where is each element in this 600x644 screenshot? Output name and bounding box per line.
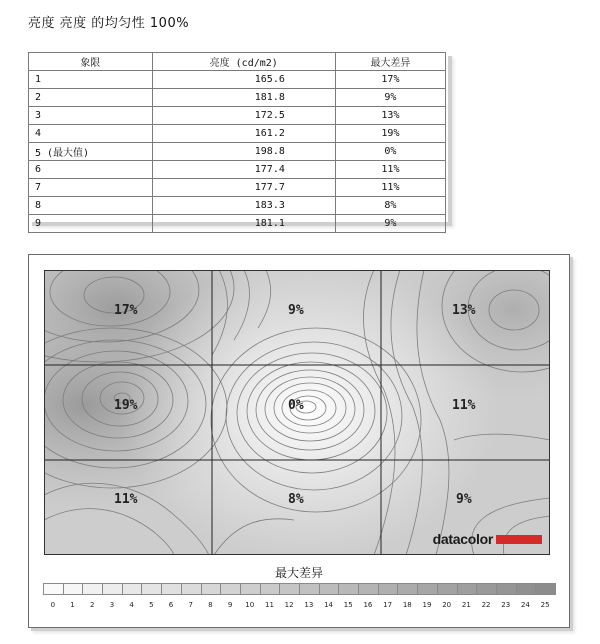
legend-swatch: [240, 583, 261, 595]
legend-tick: 21: [461, 601, 471, 609]
cell-luminance: 161.2: [152, 125, 335, 143]
legend-swatch: [63, 583, 84, 595]
cell-max-diff: 19%: [335, 125, 445, 143]
legend-swatch: [496, 583, 517, 595]
cell-max-diff: 11%: [335, 161, 445, 179]
table-row: [29, 125, 446, 143]
heatmap-cell-label: 9%: [288, 303, 304, 318]
legend-tick: 25: [540, 601, 550, 609]
cell-luminance: 165.6: [152, 71, 335, 89]
cell-luminance: 177.4: [152, 161, 335, 179]
legend-tick: 3: [109, 601, 115, 609]
legend-tick: 1: [70, 601, 75, 609]
legend-swatch: [457, 583, 478, 595]
uniformity-table: [28, 52, 446, 233]
legend-tick: 13: [304, 601, 314, 609]
heatmap-cell-label: 17%: [114, 303, 138, 318]
legend-tick: 20: [442, 601, 452, 609]
cell-quadrant: 4: [29, 125, 153, 143]
legend-swatch: [516, 583, 537, 595]
legend-tick: 4: [129, 601, 134, 609]
legend-swatch: [181, 583, 202, 595]
logo-text: datacolor: [432, 531, 493, 547]
legend-swatch: [102, 583, 123, 595]
cell-quadrant: 6: [29, 161, 153, 179]
legend-swatch: [161, 583, 182, 595]
legend-tick: 11: [264, 601, 274, 609]
legend-tick: 8: [208, 601, 213, 609]
cell-luminance: 181.8: [152, 89, 335, 107]
table-row: [29, 89, 446, 107]
legend-tick: 9: [227, 601, 233, 609]
cell-quadrant: 9: [29, 215, 153, 233]
legend-tick: 6: [168, 601, 174, 609]
legend-tick: 17: [383, 601, 393, 609]
cell-luminance: 177.7: [152, 179, 335, 197]
cell-luminance: 172.5: [152, 107, 335, 125]
cell-quadrant: 7: [29, 179, 153, 197]
legend-tick: 19: [422, 601, 432, 609]
cell-quadrant: 2: [29, 89, 153, 107]
cell-max-diff: 9%: [335, 89, 445, 107]
legend-swatch: [141, 583, 162, 595]
legend-swatch: [319, 583, 340, 595]
header-luminance: 亮度 (cd/m2): [152, 53, 335, 71]
legend-swatch: [358, 583, 379, 595]
legend-swatch: [397, 583, 418, 595]
legend-swatch: [417, 583, 438, 595]
logo-red-bar: [496, 535, 542, 544]
legend-tick: 2: [89, 601, 95, 609]
header-quadrant: 象限: [29, 53, 153, 71]
uniformity-table-panel: [28, 52, 448, 229]
heatmap-cell-label: 13%: [452, 303, 476, 318]
legend-tick: 0: [50, 601, 56, 609]
heatmap-cell-label: 11%: [452, 398, 476, 413]
uniformity-heatmap: [44, 270, 550, 555]
legend-swatch: [338, 583, 359, 595]
cell-max-diff: 9%: [335, 215, 445, 233]
legend-tick: 15: [343, 601, 353, 609]
legend-title: 最大差异: [274, 566, 323, 580]
legend-tick: 23: [501, 601, 511, 609]
legend-tick-labels: [43, 601, 555, 613]
table-row: [29, 161, 446, 179]
heatmap-cell-label: 9%: [456, 492, 472, 507]
table-row: [29, 71, 446, 89]
legend-tick: 10: [245, 601, 255, 609]
table-row: [29, 107, 446, 125]
table-row: [29, 179, 446, 197]
legend-tick: 24: [520, 601, 530, 609]
header-max-diff: 最大差异: [335, 53, 445, 71]
legend-swatch: [476, 583, 497, 595]
legend-swatch: [43, 583, 64, 595]
cell-luminance: 181.1: [152, 215, 335, 233]
legend-tick: 7: [188, 601, 193, 609]
cell-max-diff: 0%: [335, 143, 445, 161]
legend-swatch: [437, 583, 458, 595]
cell-quadrant: 3: [29, 107, 153, 125]
legend-swatch: [279, 583, 300, 595]
legend-color-scale: [43, 583, 555, 597]
legend-swatch: [299, 583, 320, 595]
page-title: 亮度 亮度 的均匀性 100%: [28, 16, 190, 31]
cell-max-diff: 13%: [335, 107, 445, 125]
cell-quadrant: 5 (最大值): [29, 143, 153, 161]
legend-swatch: [535, 583, 556, 595]
heatmap-cell-label: 11%: [114, 492, 138, 507]
heatmap-cell-label: 8%: [288, 492, 304, 507]
table-header-row: [29, 53, 446, 71]
cell-luminance: 183.3: [152, 197, 335, 215]
cell-quadrant: 1: [29, 71, 153, 89]
legend-swatch: [82, 583, 103, 595]
legend-tick: 18: [402, 601, 412, 609]
legend-swatch: [260, 583, 281, 595]
legend-swatch: [201, 583, 222, 595]
heatmap-cell-label: 19%: [114, 398, 138, 413]
uniformity-chart-panel: [28, 254, 570, 628]
legend-tick: 5: [149, 601, 154, 609]
legend-tick: 14: [324, 601, 333, 609]
table-row: [29, 215, 446, 233]
legend-swatch: [122, 583, 143, 595]
cell-max-diff: 8%: [335, 197, 445, 215]
cell-max-diff: 11%: [335, 179, 445, 197]
cell-luminance: 198.8: [152, 143, 335, 161]
table-row: [29, 143, 446, 161]
legend-tick: 16: [363, 601, 373, 609]
cell-quadrant: 8: [29, 197, 153, 215]
cell-max-diff: 17%: [335, 71, 445, 89]
heatmap-cell-label: 0%: [288, 398, 304, 413]
datacolor-logo: [433, 531, 542, 547]
table-row: [29, 197, 446, 215]
legend-tick: 22: [481, 601, 491, 609]
legend-swatch: [378, 583, 399, 595]
legend-swatch: [220, 583, 241, 595]
legend-tick: 12: [284, 601, 294, 609]
